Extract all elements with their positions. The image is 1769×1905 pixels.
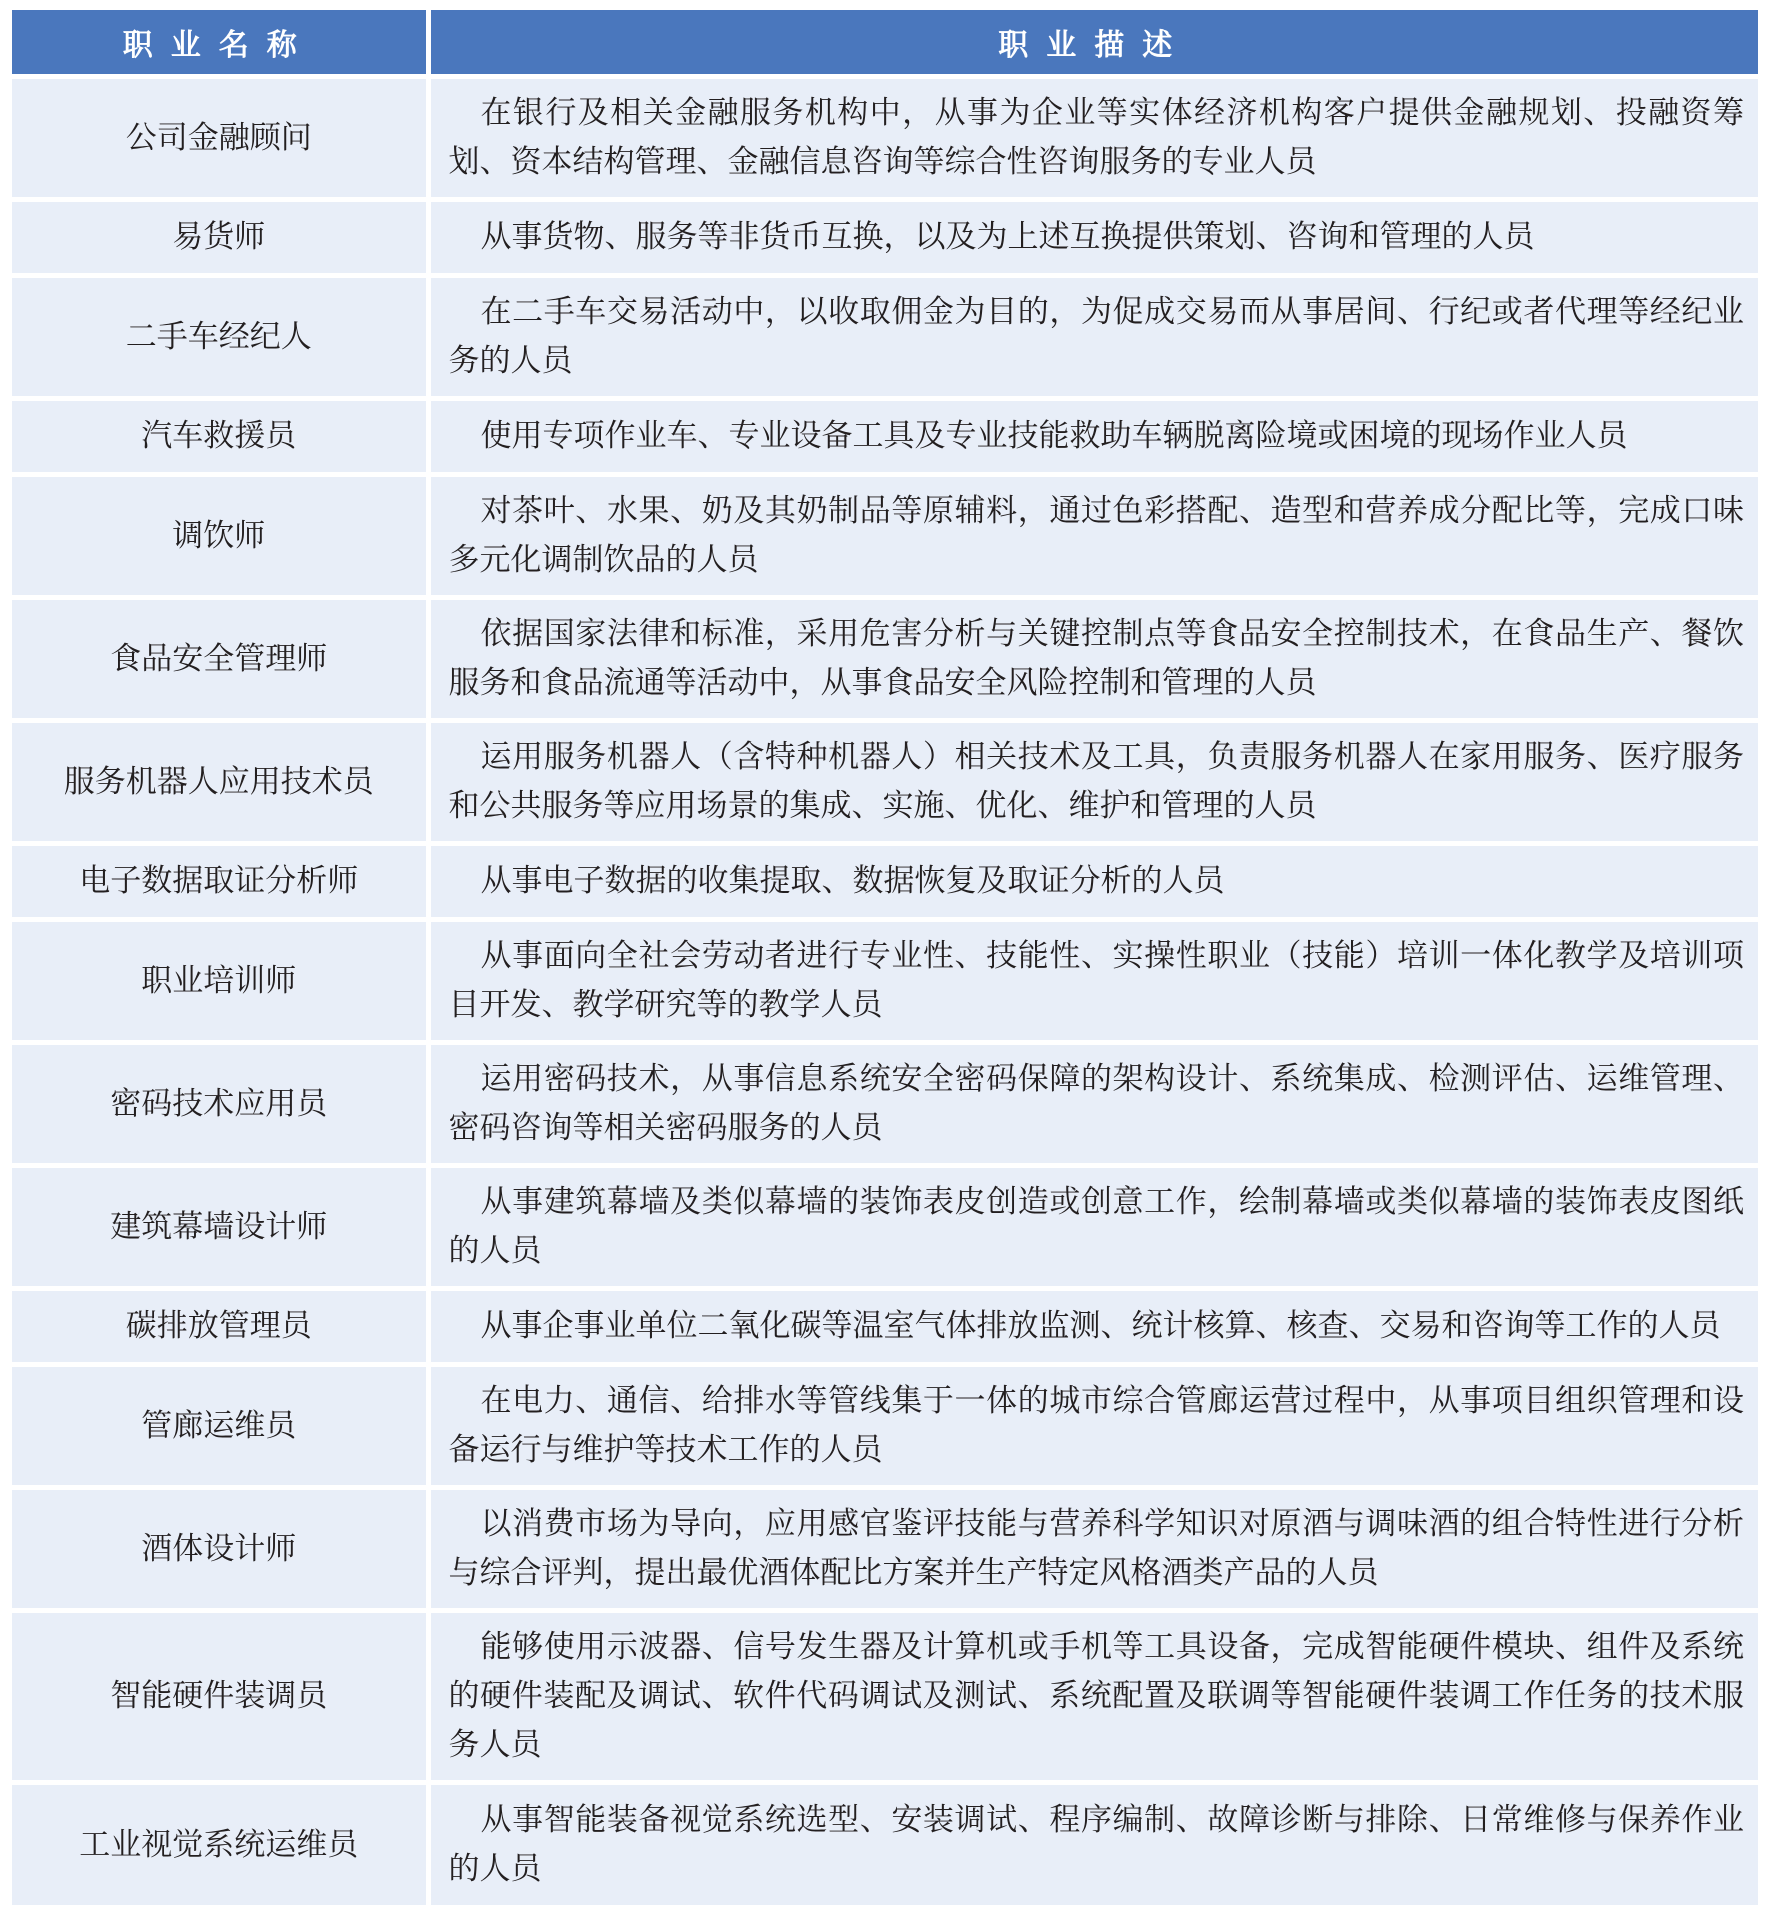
occupation-name: 汽车救援员 bbox=[12, 399, 428, 475]
table-header-row bbox=[12, 10, 1758, 77]
occupation-name: 食品安全管理师 bbox=[12, 598, 428, 721]
occupation-name: 智能硬件装调员 bbox=[12, 1611, 428, 1783]
table-row bbox=[12, 399, 1758, 475]
occupation-description: 在银行及相关金融服务机构中，从事为企业等实体经济机构客户提供金融规划、投融资筹划、资本结构管理、金融信息咨询等综合性咨询服务的专业人员 bbox=[428, 77, 1758, 200]
occupation-description: 在电力、通信、给排水等管线集于一体的城市综合管廊运营过程中，从事项目组织管理和设备运行与维护等技术工作的人员 bbox=[428, 1365, 1758, 1488]
table-row bbox=[12, 1043, 1758, 1166]
occupation-name: 电子数据取证分析师 bbox=[12, 844, 428, 920]
header-occupation-description: 职业描述 bbox=[428, 10, 1758, 77]
table-row bbox=[12, 920, 1758, 1043]
occupation-table bbox=[12, 10, 1758, 1905]
occupation-name: 二手车经纪人 bbox=[12, 276, 428, 399]
table-row bbox=[12, 1611, 1758, 1783]
occupation-name: 建筑幕墙设计师 bbox=[12, 1166, 428, 1289]
occupation-name: 酒体设计师 bbox=[12, 1488, 428, 1611]
occupation-name: 密码技术应用员 bbox=[12, 1043, 428, 1166]
table-row bbox=[12, 1289, 1758, 1365]
occupation-name: 碳排放管理员 bbox=[12, 1289, 428, 1365]
occupation-description: 在二手车交易活动中，以收取佣金为目的，为促成交易而从事居间、行纪或者代理等经纪业务的人员 bbox=[428, 276, 1758, 399]
occupation-name: 服务机器人应用技术员 bbox=[12, 721, 428, 844]
occupation-description: 能够使用示波器、信号发生器及计算机或手机等工具设备，完成智能硬件模块、组件及系统的硬件装配及调试、软件代码调试及测试、系统配置及联调等智能硬件装调工作任务的技术服务人员 bbox=[428, 1611, 1758, 1783]
occupation-description: 从事货物、服务等非货币互换，以及为上述互换提供策划、咨询和管理的人员 bbox=[428, 200, 1758, 276]
occupation-description: 运用密码技术，从事信息系统安全密码保障的架构设计、系统集成、检测评估、运维管理、密码咨询等相关密码服务的人员 bbox=[428, 1043, 1758, 1166]
occupation-description: 以消费市场为导向，应用感官鉴评技能与营养科学知识对原酒与调味酒的组合特性进行分析与综合评判，提出最优酒体配比方案并生产特定风格酒类产品的人员 bbox=[428, 1488, 1758, 1611]
header-occupation-name: 职业名称 bbox=[12, 10, 428, 77]
occupation-name: 易货师 bbox=[12, 200, 428, 276]
table-row bbox=[12, 200, 1758, 276]
occupation-description: 运用服务机器人（含特种机器人）相关技术及工具，负责服务机器人在家用服务、医疗服务和公共服务等应用场景的集成、实施、优化、维护和管理的人员 bbox=[428, 721, 1758, 844]
table-row bbox=[12, 1783, 1758, 1905]
table-row bbox=[12, 844, 1758, 920]
occupation-description: 依据国家法律和标准，采用危害分析与关键控制点等食品安全控制技术，在食品生产、餐饮服务和食品流通等活动中，从事食品安全风险控制和管理的人员 bbox=[428, 598, 1758, 721]
occupation-description: 对茶叶、水果、奶及其奶制品等原辅料，通过色彩搭配、造型和营养成分配比等，完成口味多元化调制饮品的人员 bbox=[428, 475, 1758, 598]
occupation-description: 从事企事业单位二氧化碳等温室气体排放监测、统计核算、核查、交易和咨询等工作的人员 bbox=[428, 1289, 1758, 1365]
table-row bbox=[12, 1166, 1758, 1289]
table-row bbox=[12, 721, 1758, 844]
occupation-name: 工业视觉系统运维员 bbox=[12, 1783, 428, 1905]
occupation-description: 从事智能装备视觉系统选型、安装调试、程序编制、故障诊断与排除、日常维修与保养作业的人员 bbox=[428, 1783, 1758, 1905]
occupation-name: 公司金融顾问 bbox=[12, 77, 428, 200]
occupation-name: 管廊运维员 bbox=[12, 1365, 428, 1488]
occupation-description: 从事面向全社会劳动者进行专业性、技能性、实操性职业（技能）培训一体化教学及培训项目开发、教学研究等的教学人员 bbox=[428, 920, 1758, 1043]
table-row bbox=[12, 1488, 1758, 1611]
table-row bbox=[12, 598, 1758, 721]
occupation-description: 使用专项作业车、专业设备工具及专业技能救助车辆脱离险境或困境的现场作业人员 bbox=[428, 399, 1758, 475]
table-row bbox=[12, 77, 1758, 200]
table-row bbox=[12, 1365, 1758, 1488]
occupation-name: 调饮师 bbox=[12, 475, 428, 598]
table-row bbox=[12, 475, 1758, 598]
table-row bbox=[12, 276, 1758, 399]
occupation-name: 职业培训师 bbox=[12, 920, 428, 1043]
occupation-description: 从事建筑幕墙及类似幕墙的装饰表皮创造或创意工作，绘制幕墙或类似幕墙的装饰表皮图纸的人员 bbox=[428, 1166, 1758, 1289]
occupation-description: 从事电子数据的收集提取、数据恢复及取证分析的人员 bbox=[428, 844, 1758, 920]
